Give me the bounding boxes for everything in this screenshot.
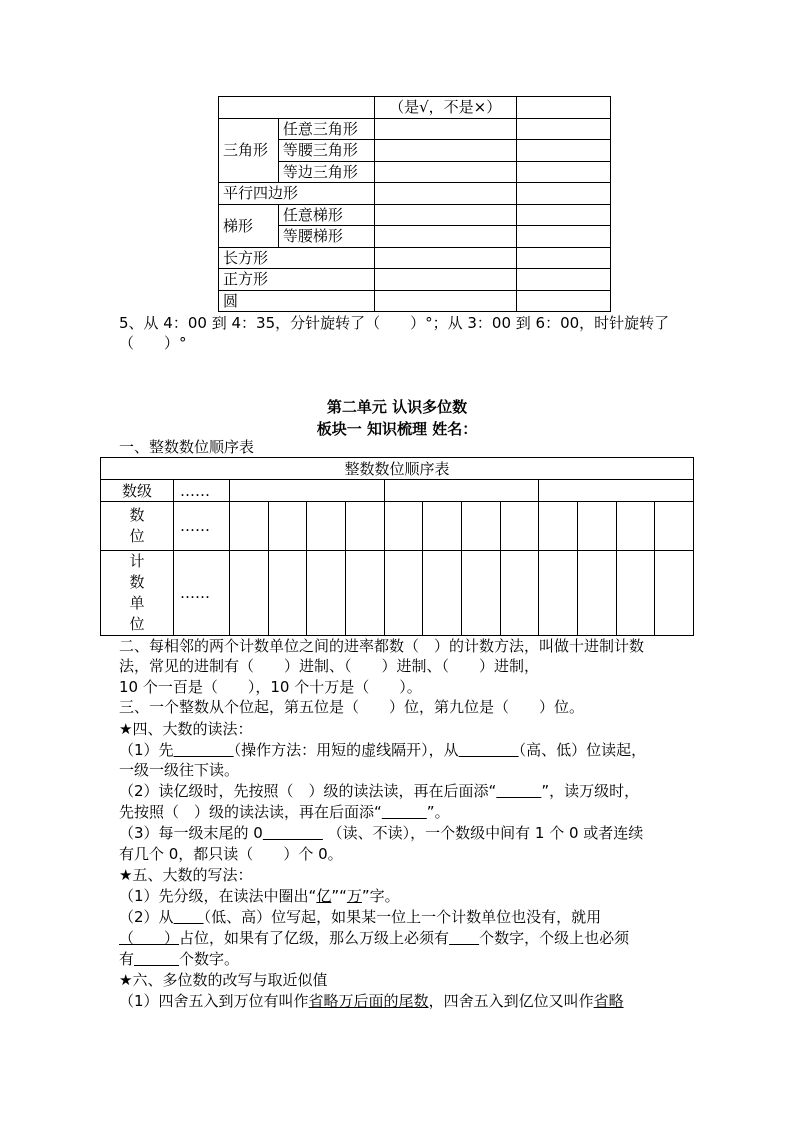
section-5-line-4 [119, 949, 239, 969]
section-4-line-2: 一级一级往下读。 [119, 761, 240, 779]
blank [382, 803, 427, 821]
triangle-label: 三角形 [219, 118, 279, 183]
section-4-heading: ★四、大数的读法： [119, 720, 253, 738]
row-label: 任意梯形 [278, 204, 374, 226]
digit-cell [500, 502, 539, 551]
question-5-line-1: 5、从 4：00 到 4：35，分针旋转了（ ）°；从 3：00 到 6：00，时针旋转了 [119, 314, 670, 332]
unit-cell [307, 551, 346, 636]
blank [174, 908, 204, 926]
text-span: 有 [119, 950, 135, 968]
answer-cell [374, 204, 516, 226]
row-label: 长方形 [219, 247, 375, 269]
text-span: （1）四舍五入到万位有叫作 [119, 992, 309, 1010]
digit-cell [539, 502, 578, 551]
row-label: 正方形 [219, 269, 375, 291]
text-span: ”。 [426, 803, 450, 821]
text-span: （操作方法：用短的虚线隔开），从 [233, 741, 459, 759]
text-span: ，四舍五入到亿位又叫作 [428, 992, 594, 1010]
section-6-heading: ★六、多位数的改写与取近似值 [119, 971, 328, 989]
text-span: 省略万后面的尾数 [308, 992, 429, 1010]
unit-cell [423, 551, 462, 636]
unit-cell [384, 551, 423, 636]
unit-cell [655, 551, 694, 636]
level-label: 数级 [101, 480, 174, 502]
section-2-line-2: 法，常见的进制有（ ）进制、（ ）进制、（ ）进制， [119, 657, 540, 675]
row-label: 等腰三角形 [278, 140, 374, 162]
table-row [101, 502, 694, 551]
text-span: （3）每一级末尾的 0 [119, 824, 263, 842]
digit-cell [230, 502, 269, 551]
section-1-heading: 一、整数数位顺序表 [119, 438, 255, 456]
digit-cell [655, 502, 694, 551]
text-span: ”字。 [361, 887, 400, 905]
table-row [219, 118, 611, 140]
section-4-line-3 [119, 781, 639, 801]
unit-cell [577, 551, 616, 636]
digit-cell [268, 502, 307, 551]
section-5-line-2 [119, 907, 601, 927]
table-row [219, 204, 611, 226]
text-span: （2）从 [119, 908, 174, 926]
text-span: 万 [346, 887, 362, 905]
table-cell [516, 97, 610, 119]
section-2-line-3: 10 个一百是（ ），10 个十万是（ ）。 [119, 678, 422, 696]
question-5-line-2: （ ）° [119, 334, 187, 352]
ellipsis: …… [174, 480, 230, 502]
unit-label-char: 位 [129, 615, 145, 633]
text-span: 个数字，个级上也必须 [479, 929, 630, 947]
shape-table-header: （是√，不是×） [374, 97, 516, 119]
ellipsis: …… [174, 502, 230, 551]
unit-cell [500, 551, 539, 636]
trapezoid-label: 梯形 [219, 204, 279, 247]
text-span: （2）读亿级时，先按照（ ）级的读法读，再在后面添“ [119, 782, 497, 800]
table-cell [516, 118, 610, 140]
section-6-line-1 [119, 991, 624, 1011]
unit-subtitle: 板块一 知识梳理 姓名： [316, 420, 478, 438]
digit-cell [461, 502, 500, 551]
unit-label-char: 数 [129, 573, 145, 591]
text-span: ”“ [331, 887, 347, 905]
section-4-line-6: 有几个 0，都只读（ ）个 0。 [119, 845, 343, 863]
text-span: （高、低）位读起， [518, 741, 647, 759]
table-row [101, 480, 694, 502]
text-span: （低、高）位写起，如果某一位上一个计数单位也没有，就用 [203, 908, 602, 926]
unit-label-char: 计 [129, 552, 145, 570]
unit-cell [539, 551, 578, 636]
text-span: 省略 [593, 992, 624, 1010]
table-row [219, 183, 611, 205]
text-span: （ [119, 929, 135, 947]
section-4-line-4 [119, 802, 450, 822]
blank [459, 741, 519, 759]
unit-cell [230, 551, 269, 636]
row-label: 圆 [219, 290, 375, 312]
digit-label-char: 位 [129, 527, 145, 545]
digit-cell [616, 502, 655, 551]
table-cell [219, 97, 375, 119]
text-span: （读、不读），一个数级中间有 1 个 0 或者连续 [322, 824, 644, 842]
table-cell [516, 161, 610, 183]
table-row [101, 551, 694, 636]
answer-cell [374, 247, 516, 269]
row-label: 任意三角形 [278, 118, 374, 140]
table-row [219, 290, 611, 312]
digit-cell [423, 502, 462, 551]
table-cell [516, 204, 610, 226]
blank [496, 782, 541, 800]
text-span: 亿 [316, 887, 332, 905]
answer-cell [374, 161, 516, 183]
digit-label [101, 502, 174, 551]
place-value-table [100, 457, 694, 636]
digit-cell [577, 502, 616, 551]
row-label: 等边三角形 [278, 161, 374, 183]
table-row [219, 269, 611, 291]
table-cell [516, 183, 610, 205]
unit-cell [268, 551, 307, 636]
level-cell [230, 480, 385, 502]
blank [134, 950, 179, 968]
unit-label [101, 551, 174, 636]
unit-cell [345, 551, 384, 636]
table-row [219, 97, 611, 119]
section-5-line-3 [119, 928, 629, 948]
answer-cell [374, 118, 516, 140]
text-span: ） [164, 929, 180, 947]
table-cell [516, 247, 610, 269]
level-cell [539, 480, 694, 502]
answer-cell [374, 269, 516, 291]
answer-cell [374, 183, 516, 205]
unit-title: 第二单元 认识多位数 [326, 398, 468, 416]
section-3-line: 三、一个整数从个位起，第五位是（ ）位，第九位是（ ）位。 [119, 698, 585, 716]
row-label: 等腰梯形 [278, 226, 374, 248]
section-4-line-5 [119, 823, 643, 843]
blank [174, 741, 234, 759]
table-row [219, 247, 611, 269]
digit-cell [345, 502, 384, 551]
row-label: 平行四边形 [219, 183, 375, 205]
digit-cell [307, 502, 346, 551]
answer-cell [374, 290, 516, 312]
table-cell [516, 269, 610, 291]
text-span: ”，读万级时， [541, 782, 640, 800]
table-row [101, 458, 694, 480]
ellipsis: …… [174, 551, 230, 636]
table-cell [516, 140, 610, 162]
unit-label-char: 单 [129, 594, 145, 612]
section-5-heading: ★五、大数的写法： [119, 866, 253, 884]
place-table-title: 整数数位顺序表 [101, 458, 694, 480]
section-2-line-1: 二、每相邻的两个计数单位之间的进率都数（ ）的计数方法，叫做十进制计数 [119, 637, 645, 655]
shape-table [218, 96, 611, 312]
unit-cell [616, 551, 655, 636]
answer-cell [374, 140, 516, 162]
digit-label-char: 数 [129, 506, 145, 524]
section-4-line-1 [119, 740, 646, 760]
blank-group [119, 929, 179, 947]
text-span: （1）先分级，在读法中圈出“ [119, 887, 317, 905]
level-cell [384, 480, 539, 502]
text-span: 先按照（ ）级的读法读，再在后面添“ [119, 803, 382, 821]
table-cell [516, 226, 610, 248]
digit-cell [384, 502, 423, 551]
text-span: 占位，如果有了亿级，那么万级上必须有 [179, 929, 450, 947]
answer-cell [374, 226, 516, 248]
text-span: （1）先 [119, 741, 174, 759]
table-cell [516, 290, 610, 312]
section-5-line-1 [119, 886, 400, 906]
blank [263, 824, 323, 842]
blank [449, 929, 479, 947]
unit-cell [461, 551, 500, 636]
text-span: 个数字。 [179, 950, 240, 968]
